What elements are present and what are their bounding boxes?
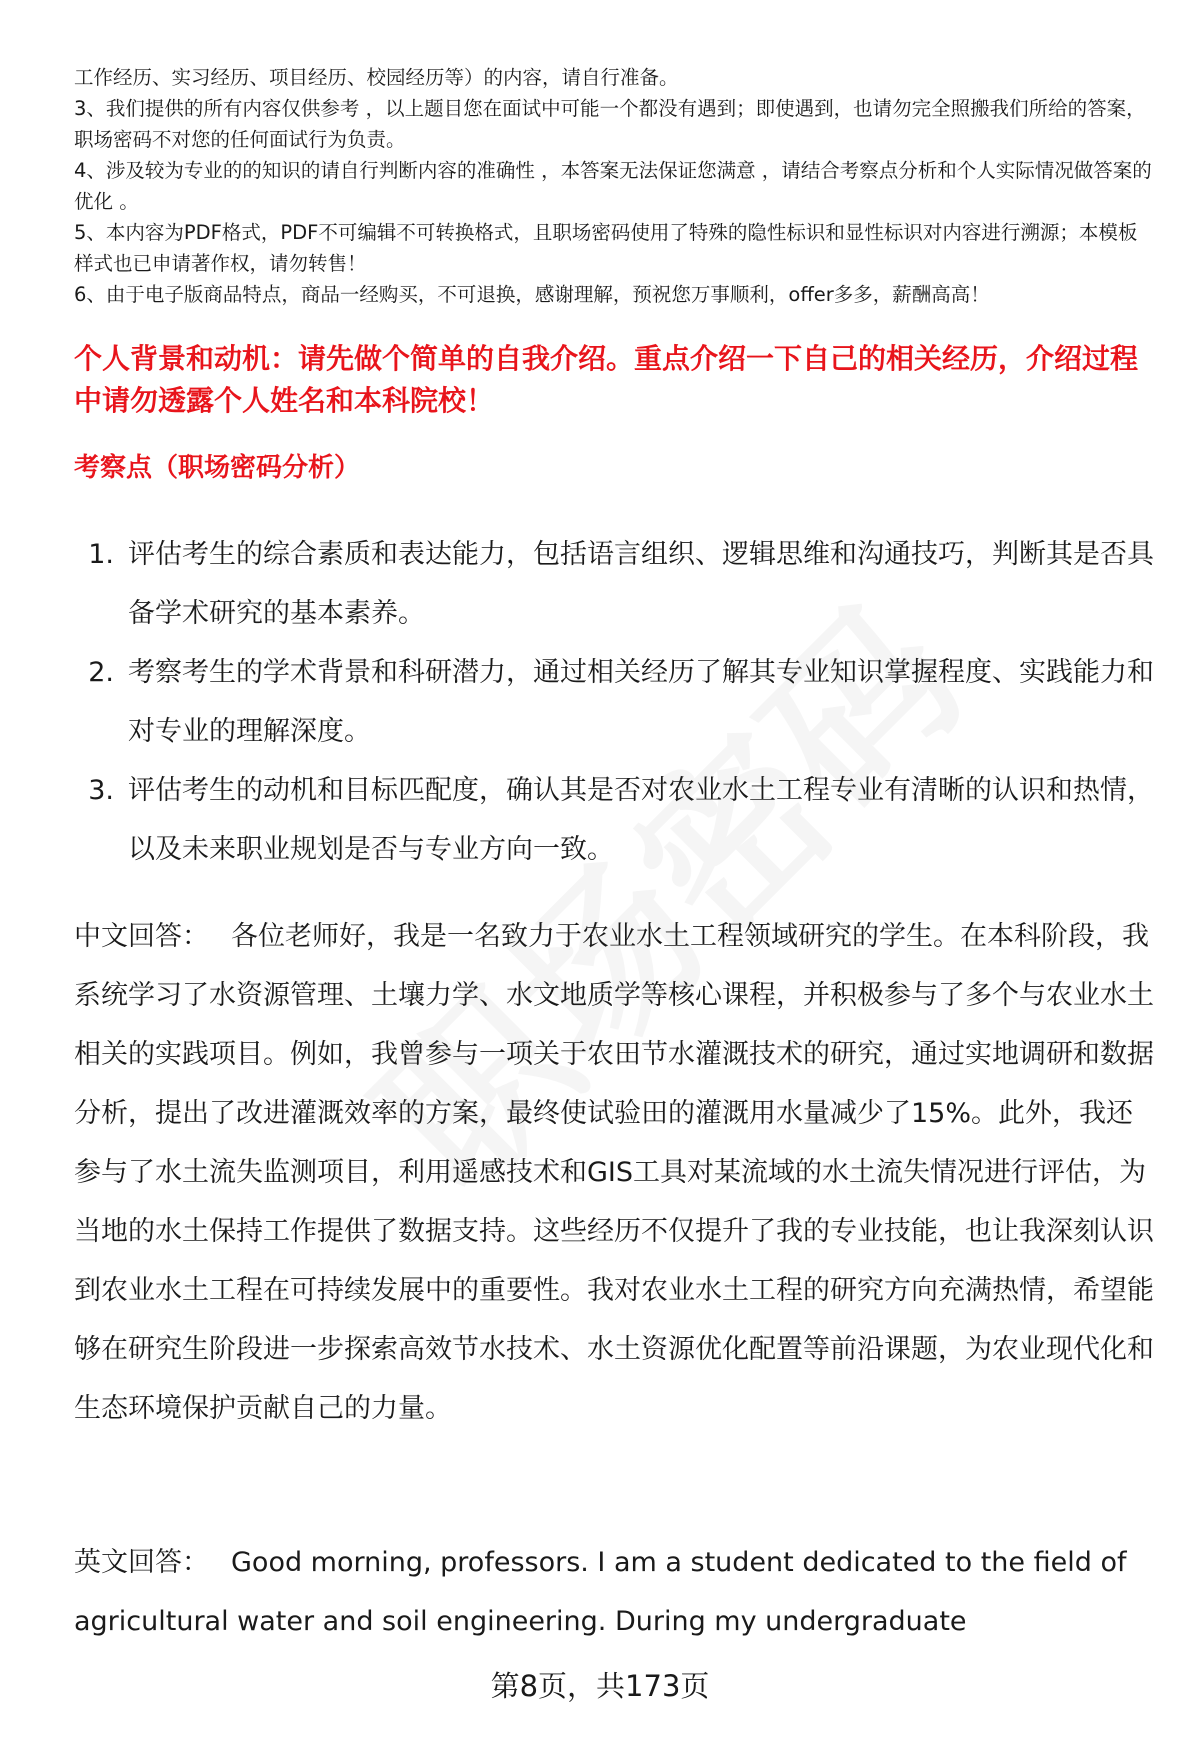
key-points-list	[74, 525, 1164, 879]
key-point-number: 3.	[88, 775, 114, 806]
english-answer-label: 英文回答：	[74, 1547, 209, 1578]
chinese-answer	[74, 907, 1154, 1438]
key-points-title: 考察点（职场密码分析）	[74, 453, 361, 483]
notice-line: 工作经历、实习经历、项目经历、校园经历等）的内容，请自行准备。	[74, 66, 679, 89]
chinese-answer-label: 中文回答：	[74, 921, 209, 952]
notice-line: 3、我们提供的所有内容仅供参考 ，以上题目您在面试中可能一个都没有遇到；即使遇到，也请勿完全照搬我们所给的答案，职场密码不对您的任何面试行为负责。	[74, 97, 1146, 151]
english-answer-text: Good morning, professors. I am a student dedicated to the field of agricultural water and soil engineering. During my undergraduate	[74, 1547, 1127, 1637]
key-point-text: 考察考生的学术背景和科研潜力，通过相关经历了解其专业知识掌握程度、实践能力和对专业的理解深度。	[128, 657, 1154, 747]
key-point-number: 2.	[88, 657, 114, 688]
chinese-answer-text: 各位老师好，我是一名致力于农业水土工程领域研究的学生。在本科阶段，我系统学习了水资源管理、土壤力学、水文地质学等核心课程，并积极参与了多个与农业水土相关的实践项目。例如，我曾参与一项关于农田节水灌溉技术的研究，通过实地调研和数据分析，提出了改进灌溉效率的方案，最终使试验田的灌溉用水量减少了15%。此外，我还参与了水土流失监测项目，利用遥感技术和GIS工具对某流域的水土流失情况进行评估，为当地的水土保持工作提供了数据支持。这些经历不仅提升了我的专业技能，也让我深刻认识到农业水土工程在可持续发展中的重要性。我对农业水土工程的研究方向充满热情，希望能够在研究生阶段进一步探索高效节水技术、水土资源优化配置等前沿课题，为农业现代化和生态环境保护贡献自己的力量。	[74, 921, 1154, 1424]
key-point-number: 1.	[88, 539, 114, 570]
english-answer	[74, 1533, 1154, 1651]
key-point-item	[74, 525, 1164, 643]
key-point-item	[74, 643, 1164, 761]
key-point-item	[74, 761, 1164, 879]
notice-list	[74, 62, 1154, 310]
key-point-text: 评估考生的综合素质和表达能力，包括语言组织、逻辑思维和沟通技巧，判断其是否具备学术研究的基本素养。	[128, 539, 1154, 629]
key-point-text: 评估考生的动机和目标匹配度，确认其是否对农业水土工程专业有清晰的认识和热情，以及未来职业规划是否与专业方向一致。	[128, 775, 1154, 865]
notice-line: 5、本内容为PDF格式，PDF不可编辑不可转换格式，且职场密码使用了特殊的隐性标识和显性标识对内容进行溯源；本模板样式也已申请著作权，请勿转售！	[74, 221, 1138, 275]
page-number: 第8页，共173页	[490, 1669, 710, 1703]
notice-line: 4、涉及较为专业的的知识的请自行判断内容的准确性 ，本答案无法保证您满意 ，请结合考察点分析和个人实际情况做答案的优化 。	[74, 159, 1152, 213]
notice-line: 6、由于电子版商品特点，商品一经购买，不可退换，感谢理解，预祝您万事顺利，offer多多，薪酬高高！	[74, 283, 990, 306]
question-title: 个人背景和动机：请先做个简单的自我介绍。重点介绍一下自己的相关经历，介绍过程中请勿透露个人姓名和本科院校！	[74, 342, 1139, 417]
